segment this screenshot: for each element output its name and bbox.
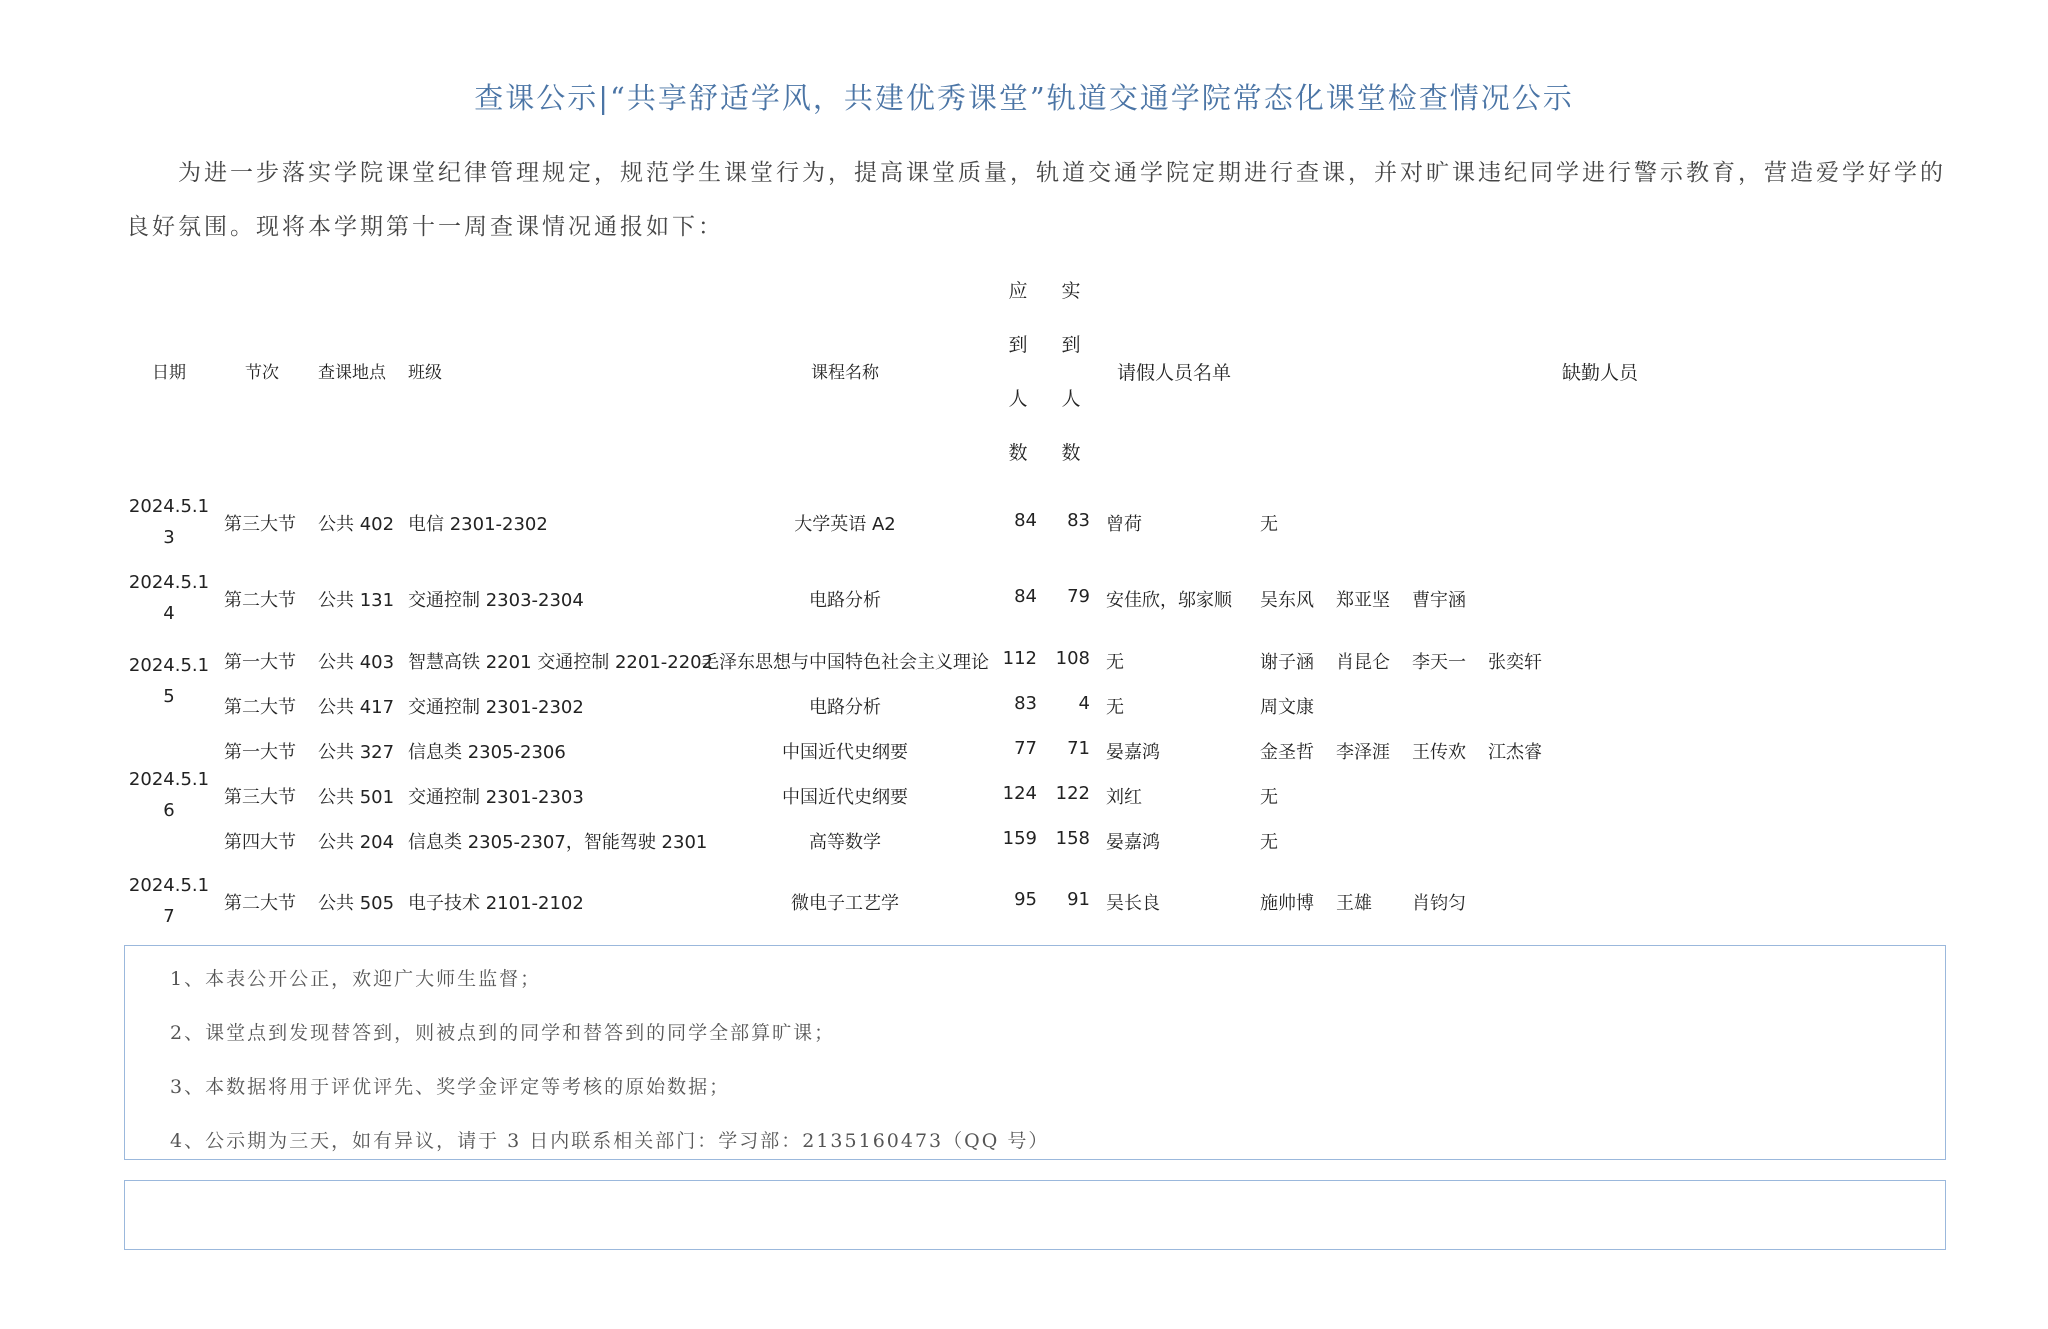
actual-count: 71 bbox=[1067, 738, 1090, 759]
absent-name: 江杰睿 bbox=[1488, 742, 1542, 763]
class-cell: 智慧高铁 2201 交通控制 2201-2202 bbox=[408, 652, 714, 673]
expected-count: 159 bbox=[1002, 828, 1037, 849]
actual-count: 4 bbox=[1078, 693, 1090, 714]
period-cell: 第二大节 bbox=[224, 697, 296, 718]
actual-count: 79 bbox=[1067, 586, 1090, 607]
class-cell: 交通控制 2303-2304 bbox=[408, 590, 584, 611]
header-leave: 请假人员名单 bbox=[1117, 362, 1232, 384]
period-cell: 第二大节 bbox=[224, 893, 296, 914]
leave-cell: 晏嘉鸿 bbox=[1106, 832, 1160, 853]
class-cell: 交通控制 2301-2303 bbox=[408, 787, 584, 808]
expected-count: 124 bbox=[1002, 783, 1037, 804]
location-cell: 公共 204 bbox=[318, 832, 395, 853]
actual-count: 91 bbox=[1067, 889, 1090, 910]
expected-count: 77 bbox=[1014, 738, 1037, 759]
note-item: 3、本数据将用于评优评先、奖学金评定等考核的原始数据； bbox=[170, 1076, 731, 1098]
course-cell: 中国近代史纲要 bbox=[782, 787, 908, 808]
location-cell: 公共 327 bbox=[318, 742, 395, 763]
absent-name: 李天一 bbox=[1412, 652, 1466, 673]
period-cell: 第一大节 bbox=[224, 742, 296, 763]
header-expected: 应 到 人 数 bbox=[1008, 280, 1028, 464]
header-actual: 实 到 人 数 bbox=[1061, 280, 1081, 464]
leave-cell: 曾荷 bbox=[1106, 514, 1142, 535]
actual-count: 122 bbox=[1055, 783, 1090, 804]
expected-count: 112 bbox=[1002, 648, 1037, 669]
absent-name: 无 bbox=[1260, 514, 1278, 535]
date-cell: 2024.5.16 bbox=[128, 769, 210, 821]
date-cell: 2024.5.15 bbox=[128, 655, 210, 707]
leave-cell: 无 bbox=[1106, 652, 1124, 673]
actual-count: 83 bbox=[1067, 510, 1090, 531]
location-cell: 公共 417 bbox=[318, 697, 395, 718]
absent-name: 李泽涯 bbox=[1336, 742, 1390, 763]
absent-name: 周文康 bbox=[1260, 697, 1314, 718]
absent-name: 曹宇涵 bbox=[1412, 590, 1466, 611]
absent-name: 张奕轩 bbox=[1488, 652, 1542, 673]
header-course: 课程名称 bbox=[811, 363, 879, 383]
course-cell: 电路分析 bbox=[809, 697, 881, 718]
absent-name: 施帅博 bbox=[1260, 893, 1314, 914]
absent-name: 王雄 bbox=[1336, 893, 1372, 914]
absent-name: 肖钧匀 bbox=[1412, 893, 1466, 914]
date-cell: 2024.5.14 bbox=[128, 572, 210, 624]
expected-count: 84 bbox=[1014, 510, 1037, 531]
note-item: 2、课堂点到发现替答到，则被点到的同学和替答到的同学全部算旷课； bbox=[170, 1022, 836, 1044]
absent-name: 吴东风 bbox=[1260, 590, 1314, 611]
absent-name: 肖昆仑 bbox=[1336, 652, 1390, 673]
period-cell: 第一大节 bbox=[224, 652, 296, 673]
course-cell: 大学英语 A2 bbox=[794, 514, 896, 535]
location-cell: 公共 501 bbox=[318, 787, 395, 808]
leave-cell: 晏嘉鸿 bbox=[1106, 742, 1160, 763]
absent-name: 王传欢 bbox=[1412, 742, 1466, 763]
leave-cell: 吴长良 bbox=[1106, 893, 1160, 914]
absent-name: 无 bbox=[1260, 832, 1278, 853]
absent-name: 郑亚坚 bbox=[1336, 590, 1390, 611]
location-cell: 公共 505 bbox=[318, 893, 395, 914]
absent-name: 金圣哲 bbox=[1260, 742, 1314, 763]
absent-name: 谢子涵 bbox=[1260, 652, 1314, 673]
course-cell: 高等数学 bbox=[809, 832, 881, 853]
header-location: 查课地点 bbox=[318, 363, 386, 383]
location-cell: 公共 131 bbox=[318, 590, 395, 611]
page-title: 查课公示|“共享舒适学风，共建优秀课堂”轨道交通学院常态化课堂检查情况公示 bbox=[474, 81, 1574, 115]
actual-count: 108 bbox=[1055, 648, 1090, 669]
location-cell: 公共 403 bbox=[318, 652, 395, 673]
empty-box bbox=[124, 1180, 1946, 1250]
intro-paragraph: 为进一步落实学院课堂纪律管理规定，规范学生课堂行为，提高课堂质量，轨道交通学院定期进行查课，并对旷课违纪同学进行警示教育，营造爱学好学的良好氛围。现将本学期第十一周查课情况通报如下： bbox=[126, 160, 1946, 240]
note-item: 4、公示期为三天，如有异议，请于 3 日内联系相关部门：学习部：2135160473（QQ 号） bbox=[170, 1130, 1050, 1152]
leave-cell: 无 bbox=[1106, 697, 1124, 718]
location-cell: 公共 402 bbox=[318, 514, 395, 535]
header-date: 日期 bbox=[152, 363, 186, 383]
expected-count: 83 bbox=[1014, 693, 1037, 714]
class-cell: 信息类 2305-2306 bbox=[408, 742, 566, 763]
notes-box bbox=[124, 945, 1946, 1160]
course-cell: 中国近代史纲要 bbox=[782, 742, 908, 763]
note-item: 1、本表公开公正，欢迎广大师生监督； bbox=[170, 968, 542, 990]
header-absent: 缺勤人员 bbox=[1561, 362, 1638, 384]
class-cell: 交通控制 2301-2302 bbox=[408, 697, 584, 718]
header-class: 班级 bbox=[408, 363, 442, 383]
period-cell: 第二大节 bbox=[224, 590, 296, 611]
class-cell: 电信 2301-2302 bbox=[408, 514, 548, 535]
class-cell: 电子技术 2101-2102 bbox=[408, 893, 584, 914]
absent-name: 无 bbox=[1260, 787, 1278, 808]
expected-count: 95 bbox=[1014, 889, 1037, 910]
course-cell: 毛泽东思想与中国特色社会主义理论 bbox=[701, 652, 989, 673]
period-cell: 第三大节 bbox=[224, 514, 296, 535]
date-cell: 2024.5.13 bbox=[128, 496, 210, 548]
date-cell: 2024.5.17 bbox=[128, 875, 210, 927]
expected-count: 84 bbox=[1014, 586, 1037, 607]
period-cell: 第三大节 bbox=[224, 787, 296, 808]
leave-cell: 刘红 bbox=[1106, 787, 1142, 808]
course-cell: 电路分析 bbox=[809, 590, 881, 611]
course-cell: 微电子工艺学 bbox=[791, 893, 899, 914]
leave-cell: 安佳欣，邬家顺 bbox=[1106, 590, 1232, 611]
header-period: 节次 bbox=[245, 363, 279, 383]
class-cell: 信息类 2305-2307，智能驾驶 2301 bbox=[408, 832, 708, 853]
actual-count: 158 bbox=[1055, 828, 1090, 849]
period-cell: 第四大节 bbox=[224, 832, 296, 853]
